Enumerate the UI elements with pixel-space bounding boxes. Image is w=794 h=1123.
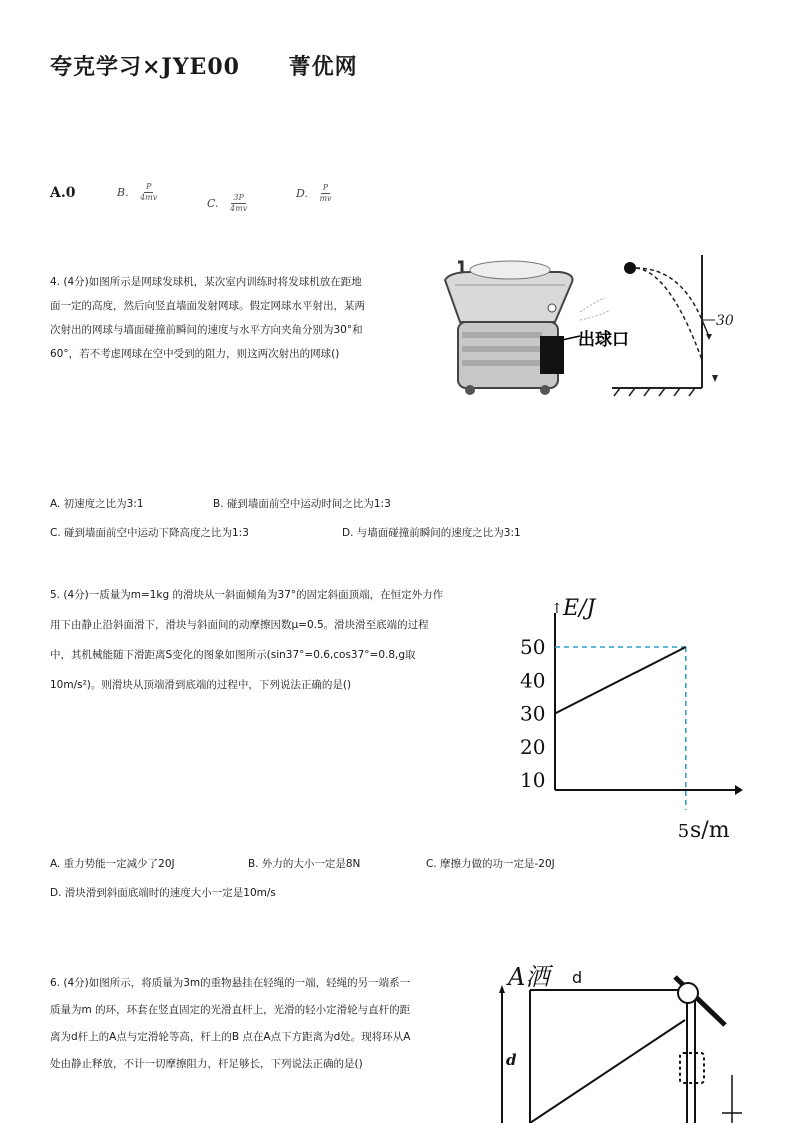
q3-b-denominator: 4mv: [140, 193, 158, 202]
q6-label-d-side: d: [506, 1051, 517, 1069]
q5-option-c: C. 摩擦力做的功一定是-20J: [426, 858, 555, 870]
q3-option-b-label: B.: [117, 185, 129, 199]
q6-weight-box: [680, 1053, 704, 1083]
pulley-icon: [678, 983, 698, 1003]
q4-line-4: 60°，若不考虑网球在空中受到的阻力，则这两次射出的网球(): [50, 348, 340, 360]
q5-line-1: 5. (4分)一质量为m=1kg 的滑块从一斜面倾角为37°的固定斜面顶端，在恒定外力作: [50, 589, 444, 601]
q5-line-4: 10m/s²)。则滑块从顶端滑到底端的过程中，下列说法正确的是(): [50, 679, 352, 691]
q4-angle-label: 30: [716, 313, 734, 329]
q4-line-1: 4. (4分)如图所示是网球发球机，某次室内训练时将发球机放在距地: [50, 276, 362, 288]
q3-option-c-label: C.: [207, 196, 219, 210]
chart-y-tick-label: 10: [520, 768, 546, 792]
q6-pulley-figure: [490, 955, 770, 1123]
q3-d-numerator: P: [322, 183, 329, 192]
chart-y-tick-label: 40: [520, 668, 546, 693]
tennis-ball-icon: [624, 262, 636, 274]
chart-series-line: [555, 647, 686, 714]
q5-option-a: A. 重力势能一定减少了20J: [50, 858, 175, 870]
q5-question: [50, 580, 520, 700]
q6-question: [50, 970, 490, 1078]
q5-line-2: 用下由静止沿斜面滑下，滑块与斜面间的动摩擦因数μ=0.5。滑块滑至底端的过程: [50, 619, 429, 631]
q6-arrow-up-icon: [499, 985, 505, 993]
q4-option-a: A. 初速度之比为3:1: [50, 498, 144, 510]
q6-line-4: 处由静止释放，不计一切摩擦阻力，杆足够长，下列说法正确的是(): [50, 1058, 363, 1070]
chart-x-tick-label: 5: [677, 821, 690, 842]
q3-option-a: A.0: [50, 185, 76, 201]
ball-machine-image: [445, 261, 610, 395]
q6-line-2: 质量为m 的环，环套在竖直固定的光滑直杆上，光滑的轻小定滑轮与直杆的距: [50, 1004, 411, 1016]
brand-left: 夸克学习×JYE00: [50, 54, 240, 80]
q3-option-b-fraction: [138, 182, 159, 203]
q3-option-d-label: D.: [296, 186, 308, 200]
chart-y-tick-label: 20: [520, 734, 546, 759]
q3-option-b: [117, 182, 159, 203]
q4-outlet-label: 出球口: [578, 330, 629, 350]
q4-line-3: 次射出的网球与墙面碰撞前瞬间的速度与水平方向夹角分别为30°和: [50, 324, 363, 336]
chart-ylabel: E/J: [563, 596, 596, 621]
q6-line-1: 6. (4分)如图所示，将质量为3m的重物悬挂在轻绳的一端，轻绳的另一端系一: [50, 977, 411, 989]
q4-trajectory-diagram: [612, 255, 734, 396]
q4-option-c: C. 碰到墙面前空中运动下降高度之比为1:3: [50, 527, 249, 539]
q3-option-d: [296, 183, 334, 204]
y-axis-arrow-icon: ↑: [551, 601, 563, 617]
q3-d-denominator: mv: [319, 194, 332, 203]
q4-question: [50, 270, 435, 366]
q3-option-c-fraction: [228, 193, 249, 214]
q4-option-d: D. 与墙面碰撞前瞬间的速度之比为3:1: [342, 527, 521, 539]
q3-c-numerator: 3P: [233, 193, 244, 202]
q4-figure: [440, 250, 740, 405]
q5-option-b: B. 外力的大小一定是8N: [248, 858, 361, 870]
chart-xlabel: s/m: [690, 818, 730, 843]
q3-c-denominator: 4mv: [230, 204, 248, 213]
q4-option-b: B. 碰到墙面前空中运动时间之比为1:3: [213, 498, 391, 510]
q5-energy-chart: [515, 595, 755, 845]
q3-option-c: [207, 193, 249, 214]
brand-right: 菁优网: [288, 54, 358, 80]
q5-option-d: D. 滑块滑到斜面底端时的速度大小一定是10m/s: [50, 887, 276, 899]
chart-y-tick-label: 50: [520, 635, 546, 659]
x-axis-arrow-icon: [735, 785, 743, 795]
q6-line-3: 离为d杆上的A点与定滑轮等高，杆上的B 点在A点下方距离为d处。现将环从A: [50, 1031, 411, 1043]
chart-y-tick-label: 30: [520, 701, 546, 726]
page-header: [50, 50, 358, 81]
q3-option-d-fraction: [317, 183, 333, 204]
q6-label-a: A洒: [508, 963, 550, 991]
q4-line-2: 面一定的高度，然后向竖直墙面发射网球。假定网球水平射出，某两: [50, 300, 365, 312]
q6-label-d-top: d: [572, 968, 583, 987]
q5-line-3: 中，其机械能随下滑距离S变化的图象如图所示(sin37°=0.6,cos37°=0.8,g取: [50, 649, 416, 661]
q3-b-numerator: P: [146, 182, 152, 191]
